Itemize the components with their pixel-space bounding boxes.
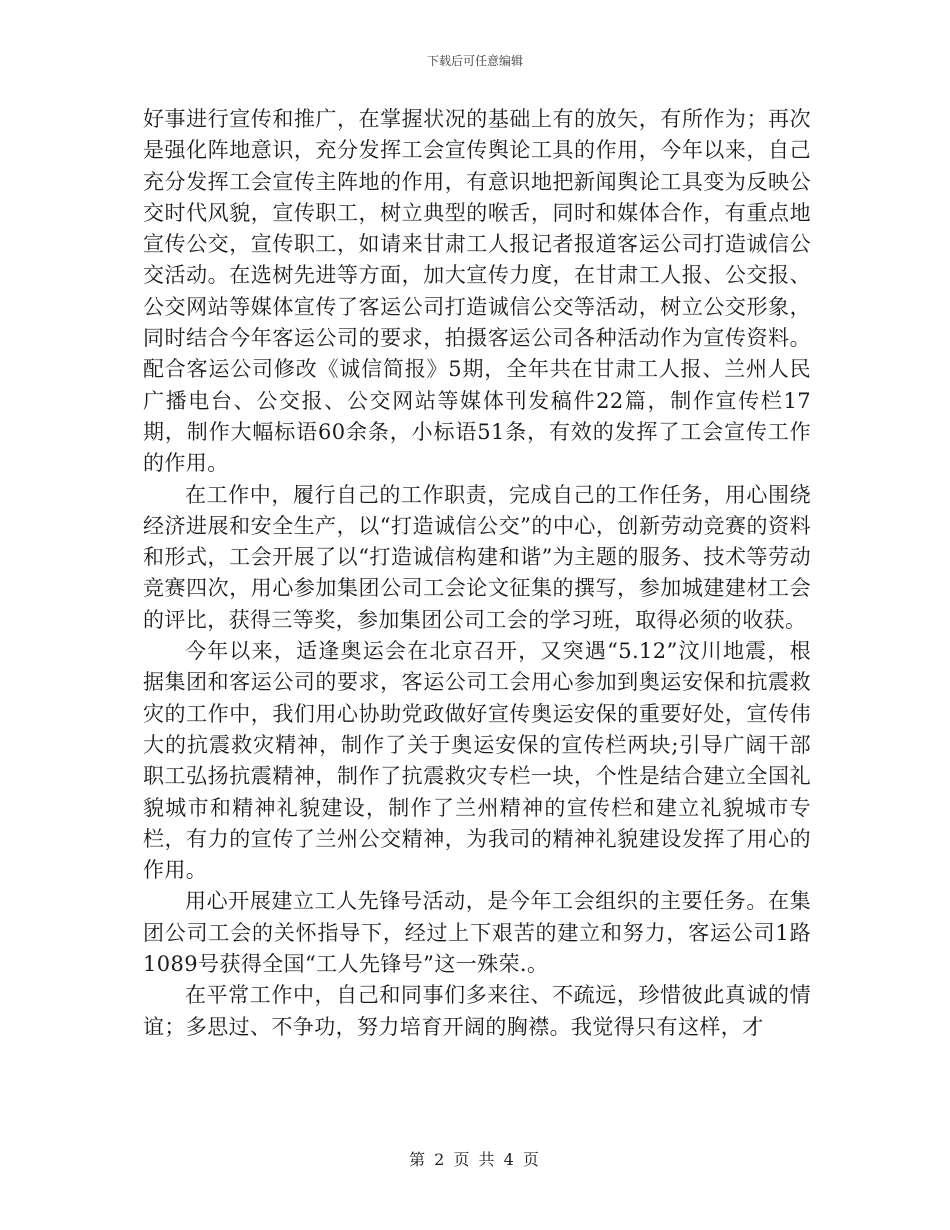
paragraph-5: 在平常工作中，自己和同事们多来往、不疏远，珍惜彼此真诚的情谊；多思过、不争功，努力培育开阔的胸襟。我觉得只有这样，才 — [143, 983, 811, 1039]
page-header-note: 下载后可任意编辑 — [426, 54, 523, 68]
page-number-footer: 第 2 页 共 4 页 — [409, 1150, 541, 1169]
document-body — [143, 104, 811, 1043]
paragraph-1: 好事进行宣传和推广，在掌握状况的基础上有的放矢，有所作为；再次是强化阵地意识，充分发挥工会宣传舆论工具的作用，今年以来，自己充分发挥工会宣传主阵地的作用，有意识地把新闻舆论工具变为反映公交时代风貌，宣传职工，树立典型的喉舌，同时和媒体合作，有重点地宣传公交，宣传职工，如请来甘肃工人报记者报道客运公司打造诚信公交活动。在选树先进等方面，加大宣传力度，在甘肃工人报、公交报、公交网站等媒体宣传了客运公司打造诚信公交等活动，树立公交形象，同时结合今年客运公司的要求，拍摄客运公司各种活动作为宣传资料。配合客运公司修改《诚信简报》5期，全年共在甘肃工人报、兰州人民广播电台、公交报、公交网站等媒体刊发稿件22篇，制作宣传栏17期，制作大幅标语60余条，小标语51条，有效的发挥了工会宣传工作的作用。 — [143, 107, 811, 476]
paragraph-3: 今年以来，适逢奥运会在北京召开，又突遇“5.12”汶川地震，根据集团和客运公司的要求，客运公司工会用心参加到奥运安保和抗震救灾的工作中，我们用心协助党政做好宣传奥运安保的重要好处，宣传伟大的抗震救灾精神，制作了关于奥运安保的宣传栏两块;引导广阔干部职工弘扬抗震精神，制作了抗震救灾专栏一块，个性是结合建立全国礼貌城市和精神礼貌建设，制作了兰州精神的宣传栏和建立礼貌城市专栏，有力的宣传了兰州公交精神，为我司的精神礼貌建设发挥了用心的作用。 — [143, 639, 811, 883]
paragraph-4: 用心开展建立工人先锋号活动，是今年工会组织的主要任务。在集团公司工会的关怀指导下，经过上下艰苦的建立和努力，客运公司1路1089号获得全国“工人先锋号”这一殊荣.。 — [143, 889, 811, 977]
paragraph-2: 在工作中，履行自己的工作职责，完成自己的工作任务，用心围绕经济进展和安全生产，以“打造诚信公交”的中心，创新劳动竞赛的资料和形式，工会开展了以“打造诚信构建和谐”为主题的服务、技术等劳动竞赛四次，用心参加集团公司工会论文征集的撰写，参加城建建材工会的评比，获得三等奖，参加集团公司工会的学习班，取得必须的收获。 — [143, 482, 811, 632]
